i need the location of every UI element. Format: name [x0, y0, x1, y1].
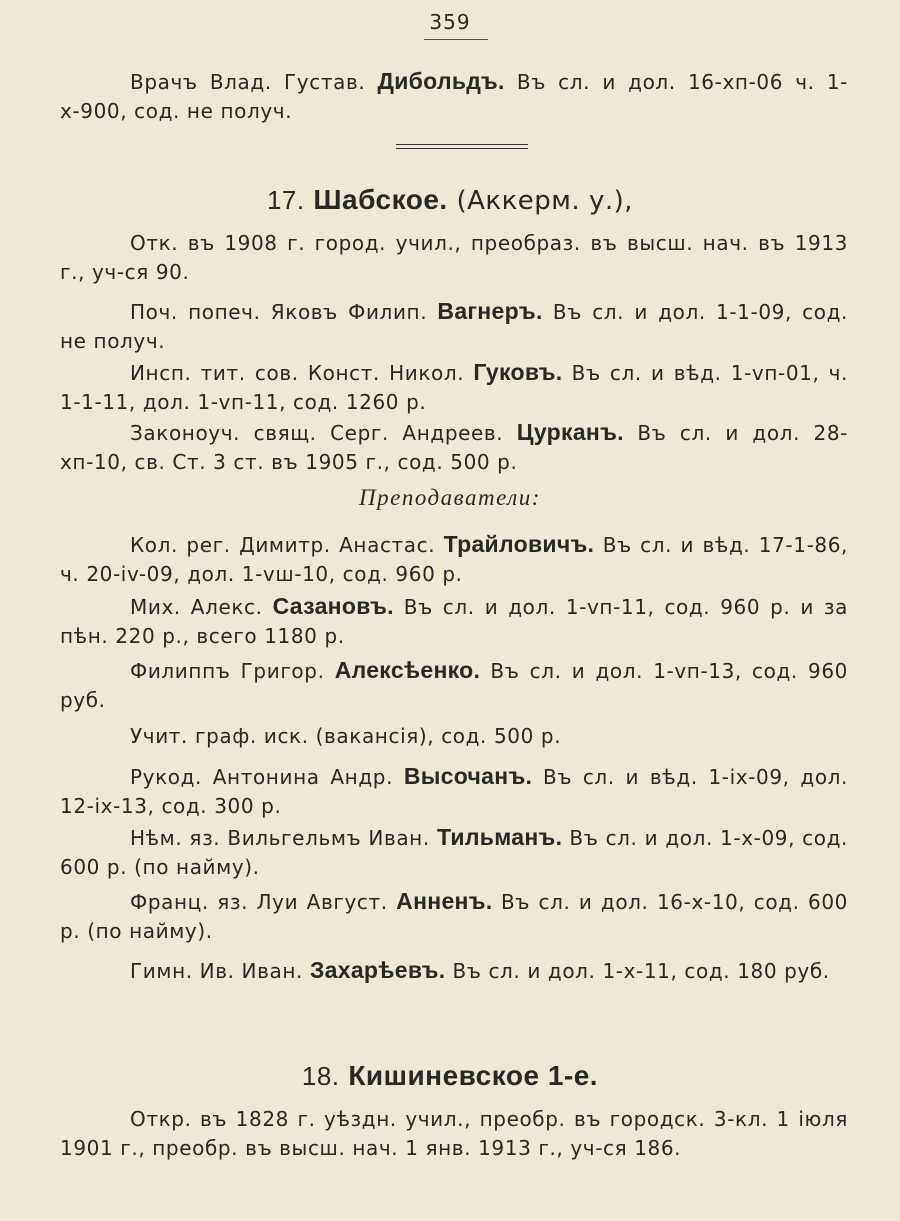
staff-entry: [60, 418, 848, 477]
entry-text: [60, 823, 848, 882]
section-divider: [396, 144, 528, 149]
entry-details: Въ сл. и вѣд. 17-1-86, ч. 20-iv-09, дол. 1-vш-10, сод. 960 р.: [60, 533, 848, 586]
entry-lead: Врачъ Влад. Густав.: [130, 70, 366, 94]
staff-entry: [60, 297, 848, 356]
entry-surname: Трайловичъ.: [443, 531, 595, 557]
entry-details: Въ сл. и дол. 1-х-11, сод. 180 руб.: [452, 959, 830, 983]
entry-text: [60, 722, 848, 751]
entry-surname: Гуковъ.: [473, 359, 563, 385]
staff-entry: [60, 358, 848, 417]
entry-text: [60, 956, 848, 986]
entry-text: [60, 358, 848, 417]
teacher-entry: [60, 887, 848, 946]
entry-text: [60, 762, 848, 821]
entry-details: Въ сл. и дол. 1-х-09, сод. 600 р. (по найму).: [60, 826, 848, 879]
section-number: 17.: [266, 185, 305, 215]
entry-surname: Сазановъ.: [272, 593, 394, 619]
page-number: 359: [429, 10, 471, 34]
entry-lead: Нѣм. яз. Вильгельмъ Иван.: [130, 826, 430, 850]
teacher-entry: [60, 762, 848, 821]
entry-lead: Законоуч. свящ. Серг. Андреев.: [130, 421, 504, 445]
entry-details: Въ сл. и дол. 16-хп-06 ч. 1-х-900, сод. не получ.: [60, 70, 848, 123]
entry-surname: Цурканъ.: [516, 419, 624, 445]
entry-surname: Дибольдъ.: [377, 68, 505, 94]
teacher-entry: [60, 592, 848, 651]
top-entry: [60, 67, 848, 126]
teacher-entry: [60, 656, 848, 715]
entry-details: Въ сл. и дол. 28-хп-10, св. Ст. 3 ст. въ 1905 г., сод. 500 р.: [60, 421, 848, 474]
section-note: (Аккерм. у.),: [456, 186, 634, 216]
entry-surname: Захарѣевъ.: [309, 957, 446, 983]
entry-lead: Инсп. тит. сов. Конст. Никол.: [130, 361, 465, 385]
entry-surname: Тильманъ.: [436, 824, 563, 850]
page-number-rule: [424, 39, 488, 40]
entry-text: [60, 592, 848, 651]
entry-text: [60, 887, 848, 946]
entry-text: [60, 297, 848, 356]
section-title: Шабское.: [313, 184, 448, 215]
section-17-heading: [0, 184, 900, 216]
teacher-entry: [60, 530, 848, 589]
entry-text: [60, 67, 848, 126]
entry-lead: Франц. яз. Луи Август.: [130, 890, 388, 914]
section-17-intro: [60, 229, 848, 287]
entry-details: Въ сл. и вѣд. 1-ix-09, дол. 12-ix-13, сод. 300 р.: [60, 765, 849, 818]
entry-lead: Мих. Алекс.: [130, 595, 263, 619]
teachers-subheading: Преподаватели:: [359, 485, 541, 510]
teacher-entry: [60, 956, 848, 986]
entry-surname: Анненъ.: [396, 888, 493, 914]
entry-text: [60, 530, 848, 589]
entry-details: Въ сл. и дол. 1-1-09, сод. не получ.: [60, 300, 848, 353]
teacher-entry: [60, 722, 848, 751]
section-18-intro: [60, 1105, 848, 1163]
intro-text: Отк. въ 1908 г. город. учил., преобраз. въ высш. нач. въ 1913 г., уч-ся 90.: [60, 231, 848, 284]
entry-details: Въ сл. и дол. 16-х-10, сод. 600 р. (по найму).: [60, 890, 848, 943]
entry-lead: Филиппъ Григор.: [130, 659, 325, 683]
section-number: 18.: [301, 1061, 340, 1091]
entry-lead: Поч. попеч. Яковъ Филип.: [130, 300, 428, 324]
entry-text: [60, 656, 848, 715]
entry-details: Въ сл. и вѣд. 1-vп-01, ч. 1-1-11, дол. 1-vп-11, сод. 1260 р.: [60, 361, 848, 414]
entry-surname: Вагнеръ.: [437, 298, 543, 324]
entry-lead: Рукод. Антонина Андр.: [130, 765, 394, 789]
intro-text: Откр. въ 1828 г. уѣздн. учил., преобр. въ городск. 3-кл. 1 іюля 1901 г., преобр. въ высш. нач. 1 янв. 1913 г., уч-ся 186.: [60, 1107, 848, 1160]
section-18-heading: [0, 1060, 900, 1092]
section-title: Кишиневское 1-е.: [348, 1060, 599, 1091]
entry-surname: Высочанъ.: [403, 763, 533, 789]
entry-lead: Кол. рег. Димитр. Анастас.: [130, 533, 436, 557]
entry-lead: Учит. граф. иск. (вакансія), сод. 500 р.: [130, 724, 562, 748]
entry-text: [60, 418, 848, 477]
entry-surname: Алексѣенко.: [334, 657, 481, 683]
entry-details: Въ сл. и дол. 1-vп-11, сод. 960 р. и за пѣн. 220 р., всего 1180 р.: [60, 595, 849, 648]
entry-lead: Гимн. Ив. Иван.: [130, 959, 303, 983]
entry-details: Въ сл. и дол. 1-vп-13, сод. 960 руб.: [60, 659, 849, 712]
teacher-entry: [60, 823, 848, 882]
